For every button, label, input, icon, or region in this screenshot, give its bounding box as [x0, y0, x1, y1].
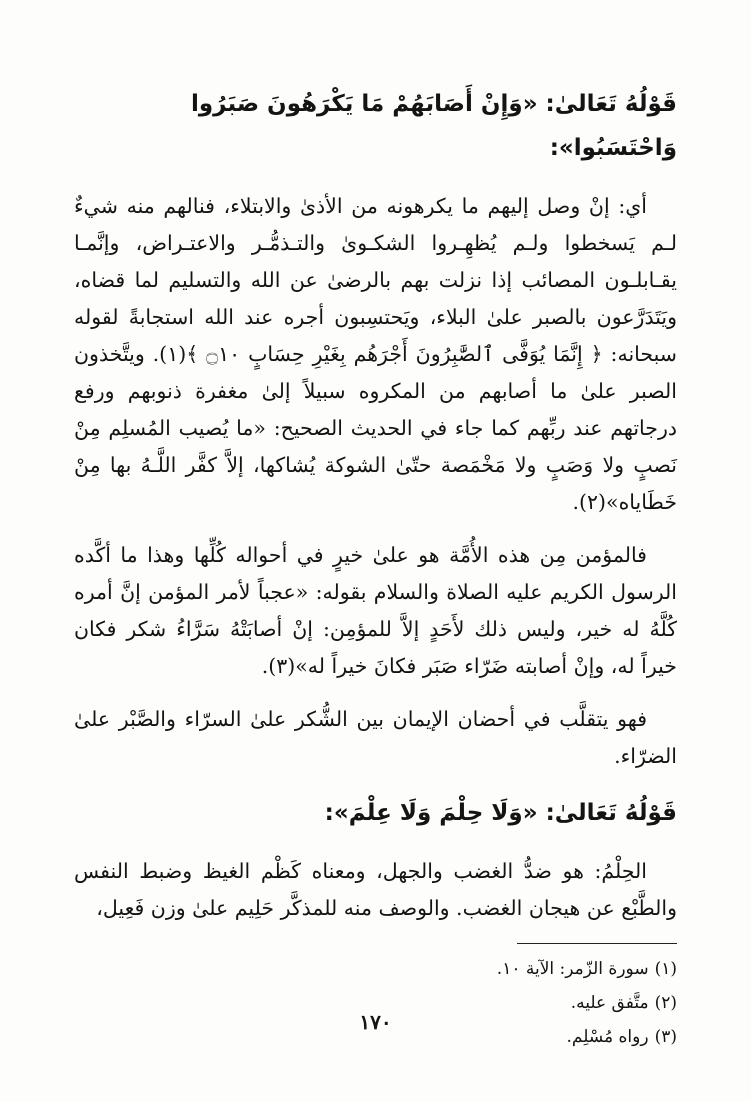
section-heading-2: قَوْلُهُ تَعَالىٰ: «وَلَا حِلْمَ وَلَا عِلْمَ»:: [324, 800, 677, 826]
paragraph-4: الحِلْمُ: هو ضدُّ الغضب والجهل، ومعناه كَظْم الغيظ وضبط النفس والطَّبْع عن هيجان الغضب. والوصف منه للمذكَّر حَلِيم علىٰ وزن فَعِيل،: [74, 859, 677, 920]
paragraph-1: أي: إنْ وصل إليهم ما يكرهونه من الأذىٰ والابتلاء، فنالهم منه شيءٌ لـم يَسخطوا ولـم يُظهِـروا الشكـوىٰ والتـذمُّـر والاعتـراض، وإنَّمـا يقـابلـون المصائب إذا نزلت بهم بالرضىٰ عن الله والتسليم لما قضاه، ويَتَدَرَّعون بالصبر علىٰ البلاء، ويَحتسِبون أجره عند الله استجابةً لقوله سبحانه: ﴿ إِنَّمَا يُوَفَّى ٱلصَّٰبِرُونَ أَجْرَهُم بِغَيْرِ حِسَابٍ ۝١٠ ﴾(١). ويتَّخذون الصبر علىٰ ما أصابهم من المكروه سبيلاً إلىٰ مغفرة ذنوبهم ورفع درجاتهم عند ربِّهم كما جاء في الحديث الصحيح: «ما يُصيب المُسلِم مِنْ نَصبٍ ولا وَصَبٍ ولا مَخْمَصة حتّىٰ الشوكة يُشاكها، إلاَّ كفَّر اللَّـهُ بها مِنْ خَطَاياه»(٢).: [74, 194, 677, 514]
page-number: ١٧٠: [359, 1010, 392, 1034]
paragraph-2: فالمؤمن مِن هذه الأُمَّة هو علىٰ خيرٍ في أحواله كُلِّها وهذا ما أكَّده الرسول الكريم عليه الصلاة والسلام بقوله: «عجباً لأمر المؤمن إنَّ أمره كُلَّهُ له خير، وليس ذلك لأَحَدٍ إلاَّ للمؤمِن: إنْ أصابَتْهُ سَرَّاءُ شكر فكان خيراً له، وإنْ أصابته ضَرّاء صَبَر فكانَ خيراً له»(٣).: [74, 543, 677, 678]
footnote-number: (٣): [654, 1027, 677, 1047]
paragraph-3: فهو يتقلَّب في أحضان الإيمان بين الشُّكر علىٰ السرّاء والصَّبْر علىٰ الضرّاء.: [74, 707, 677, 768]
footnote-text: متَّفق عليه.: [570, 993, 649, 1013]
section-heading-1: قَوْلُهُ تَعَالىٰ: «وَإِنْ أَصَابَهُمْ مَا يَكْرَهُونَ صَبَرُوا وَاحْتَسَبُوا»:: [190, 91, 677, 161]
footnotes: [74, 952, 677, 1054]
footnotes-divider: [517, 943, 677, 944]
footnote-text: سورة الزّمر: الآية ١٠.: [496, 959, 649, 979]
footnote-text: رواه مُسْلِم.: [566, 1027, 649, 1047]
footnote-number: (١): [654, 959, 677, 979]
footnote-1: [74, 952, 677, 986]
footnote-number: (٢): [654, 993, 677, 1013]
